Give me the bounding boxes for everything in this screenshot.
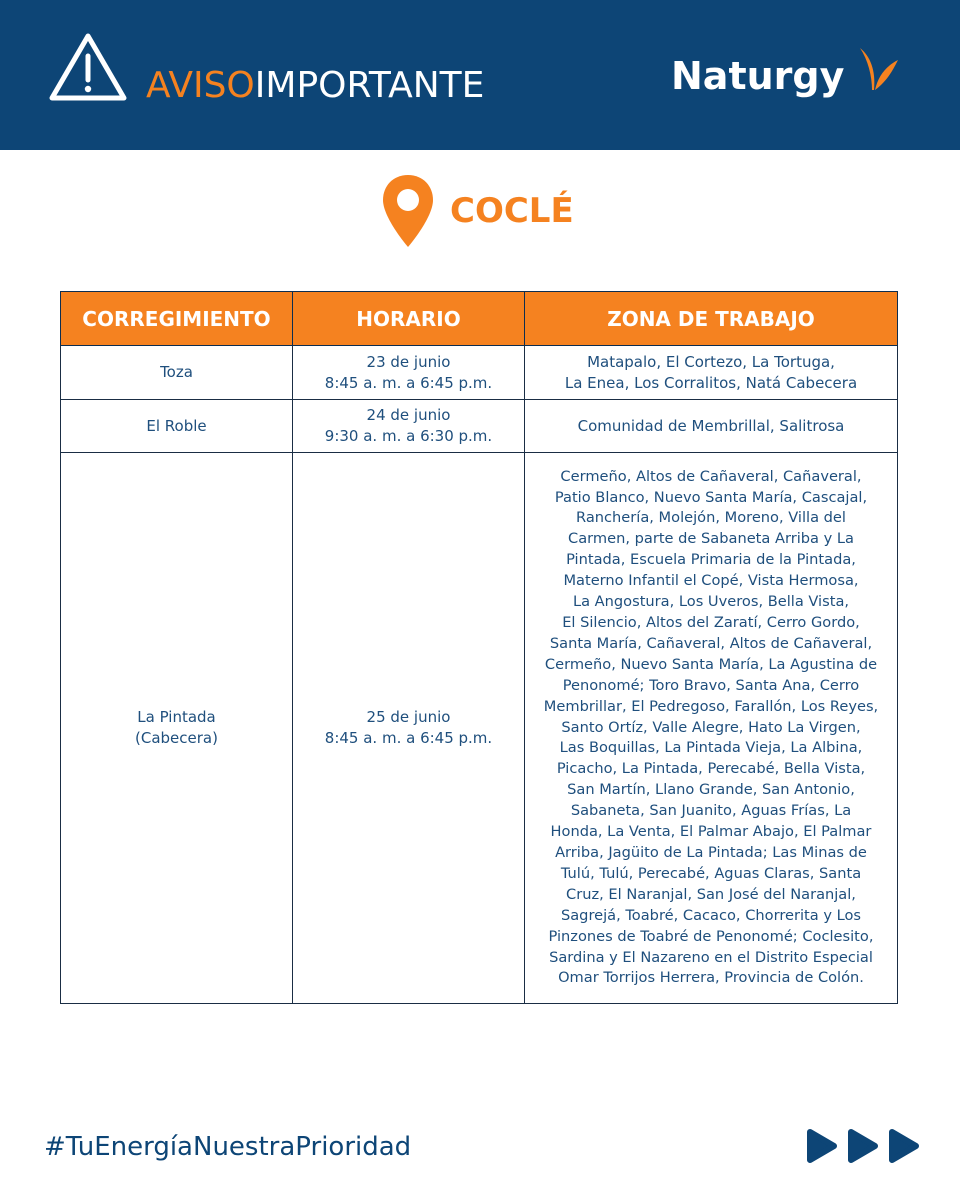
table-header-row	[61, 292, 898, 346]
zona-line: Ranchería, Molejón, Moreno, Villa del	[576, 509, 846, 527]
horario-time: 9:30 a. m. a 6:30 p.m.	[324, 427, 493, 445]
brand-logo	[671, 48, 900, 104]
zona-line: Picacho, La Pintada, Perecabé, Bella Vista,	[556, 760, 866, 778]
corregimiento-text: El Roble	[146, 416, 207, 435]
play-arrow-icon	[804, 1128, 838, 1164]
zona-line: Santo Ortíz, Valle Alegre, Hato La Virgen,	[561, 718, 861, 736]
title-importante: IMPORTANTE	[254, 65, 485, 106]
zona-line: La Angostura, Los Uveros, Bella Vista,	[572, 593, 850, 611]
region-name: COCLÉ	[450, 191, 574, 231]
table-row	[61, 453, 898, 1004]
corregimiento-text: (Cabecera)	[135, 729, 218, 747]
cell-horario	[293, 346, 525, 400]
brand-name: Naturgy	[671, 54, 845, 98]
play-arrow-icon	[845, 1128, 879, 1164]
zona-line: Cermeño, Altos de Cañaveral, Cañaveral,	[560, 467, 862, 485]
location-pin-icon	[380, 173, 436, 249]
zona-line: Materno Infantil el Copé, Vista Hermosa,	[563, 572, 859, 590]
table-row	[61, 346, 898, 400]
page-title	[146, 64, 484, 108]
zona-line: Penonomé; Toro Bravo, Santa Ana, Cerro	[562, 676, 860, 694]
header-banner	[0, 0, 960, 150]
horario-time: 8:45 a. m. a 6:45 p.m.	[324, 373, 493, 392]
cell-zona	[525, 346, 898, 400]
zona-line: Cruz, El Naranjal, San José del Naranjal,	[566, 885, 856, 903]
zona-line: Sagrejá, Toabré, Cacaco, Chorrerita y Los	[560, 906, 862, 924]
zona-line: Patio Blanco, Nuevo Santa María, Cascajal,	[554, 488, 868, 506]
campaign-hashtag: #TuEnergíaNuestraPrioridad	[44, 1132, 412, 1162]
play-arrow-icon	[886, 1128, 920, 1164]
horario-date: 23 de junio	[366, 352, 451, 371]
corregimiento-text: Toza	[160, 363, 193, 381]
zona-line: Cermeño, Nuevo Santa María, La Agustina de	[544, 655, 878, 673]
corregimiento-text: La Pintada	[137, 708, 216, 726]
header-horario: HORARIO	[293, 292, 525, 346]
cell-zona	[525, 400, 898, 453]
zona-line: Tulú, Tulú, Perecabé, Aguas Claras, Santa	[560, 864, 862, 882]
horario-time: 8:45 a. m. a 6:45 p.m.	[324, 729, 493, 747]
warning-triangle-icon	[48, 32, 128, 102]
header-corregimiento: CORREGIMIENTO	[61, 292, 293, 346]
cell-corregimiento	[61, 453, 293, 1004]
cell-corregimiento	[61, 346, 293, 400]
zona-line: Omar Torrijos Herrera, Provincia de Colón.	[558, 969, 864, 987]
butterfly-logo-icon	[850, 46, 900, 92]
cell-horario	[293, 453, 525, 1004]
zona-line: Arriba, Jagüito de La Pintada; Las Minas de	[555, 843, 867, 861]
zona-line: Comunidad de Membrillal, Salitrosa	[577, 416, 845, 435]
zona-line: San Martín, Llano Grande, San Antonio,	[567, 781, 855, 799]
zona-line: Membrillar, El Pedregoso, Farallón, Los Reyes,	[543, 697, 879, 715]
zona-line: Sardina y El Nazareno en el Distrito Especial	[549, 948, 873, 966]
horario-date: 25 de junio	[366, 708, 451, 726]
cell-horario	[293, 400, 525, 453]
zona-line: Pintada, Escuela Primaria de la Pintada,	[566, 551, 856, 569]
horario-date: 24 de junio	[366, 406, 451, 424]
zona-line: Santa María, Cañaveral, Altos de Cañaveral,	[549, 634, 873, 652]
region-heading	[380, 172, 574, 250]
zona-line: Las Boquillas, La Pintada Vieja, La Albina,	[559, 739, 863, 757]
zona-line: La Enea, Los Corralitos, Natá Cabecera	[564, 373, 858, 392]
schedule-table	[60, 291, 898, 1004]
zona-line: Matapalo, El Cortezo, La Tortuga,	[587, 352, 835, 371]
zona-line: El Silencio, Altos del Zaratí, Cerro Gordo,	[562, 614, 860, 632]
cell-corregimiento	[61, 400, 293, 453]
triple-play-arrows-icon	[804, 1128, 927, 1164]
zona-line: Honda, La Venta, El Palmar Abajo, El Palmar	[550, 823, 872, 841]
zona-line: Pinzones de Toabré de Penonomé; Coclesito,	[548, 927, 874, 945]
header-zona-de-trabajo: ZONA DE TRABAJO	[525, 292, 898, 346]
title-aviso: AVISO	[146, 65, 255, 106]
zona-line: Sabaneta, San Juanito, Aguas Frías, La	[570, 802, 852, 820]
zona-line: Carmen, parte de Sabaneta Arriba y La	[568, 530, 854, 548]
cell-zona	[525, 453, 898, 1004]
table-row	[61, 400, 898, 453]
